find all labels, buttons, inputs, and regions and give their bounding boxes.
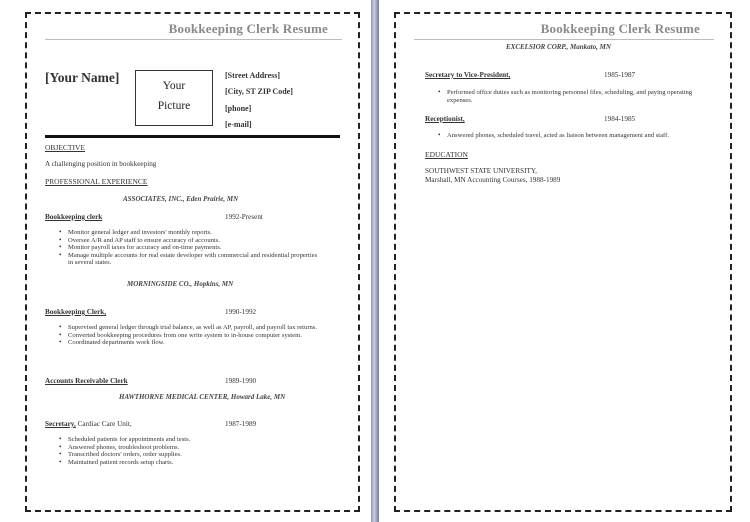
job-title-line xyxy=(45,420,132,428)
city-state-zip[interactable]: [City, ST ZIP Code] xyxy=(225,87,293,97)
experience-heading: PROFESSIONAL EXPERIENCE xyxy=(45,177,148,186)
section-rule xyxy=(45,135,340,138)
page-divider xyxy=(371,0,379,522)
list-item: • Answered phones, scheduled travel, acted as liaison between management and staff. xyxy=(436,132,726,140)
list-item: • Coordinated departments work flow. xyxy=(57,339,319,347)
header-rule xyxy=(45,39,342,40)
job-bullets xyxy=(57,229,319,267)
company-name: HAWTHORNE MEDICAL CENTER, Howard Lake, MN xyxy=(119,393,286,401)
your-name[interactable]: [Your Name] xyxy=(45,70,120,85)
job-bullets xyxy=(436,132,726,140)
list-item: • Maintained patient records setup charts. xyxy=(57,459,319,467)
picture-label-1: Your xyxy=(162,80,186,92)
job-title: Bookkeeping clerk xyxy=(45,213,103,221)
job-employer: Cardiac Care Unit, xyxy=(75,420,132,428)
job-dates: 1992-Present xyxy=(225,213,263,221)
street-address[interactable]: [Street Address] xyxy=(225,71,281,80)
job-title: Receptionist, xyxy=(425,115,465,123)
list-item: • Performed office duties such as monitoring personnel files, scheduling, and paying operating expenses. xyxy=(436,89,706,104)
email[interactable]: [e-mail] xyxy=(225,119,252,129)
job-dates: 1990-1992 xyxy=(225,308,257,316)
list-item: • Monitor payroll taxes for accuracy and on-time payments. xyxy=(57,244,319,252)
job-dates: 1985-1987 xyxy=(604,71,636,79)
resume-page-2 xyxy=(394,12,732,512)
list-item: • Manage multiple accounts for real estate developer with commercial and residential properties in several states. xyxy=(57,252,319,267)
job-title: Secretary, xyxy=(45,420,76,428)
school-detail: Marshall, MN Accounting Courses, 1988-1989 xyxy=(425,176,561,184)
list-item: • Supervised general ledger through trial balance, as well as AP, payroll, and payroll tax returns. xyxy=(57,324,319,332)
company-name: MORNINGSIDE CO., Hopkins, MN xyxy=(127,280,234,288)
education-heading: EDUCATION xyxy=(425,150,468,159)
header-title: Bookkeeping Clerk Resume xyxy=(540,21,700,36)
objective-text: A challenging position in bookkeeping xyxy=(45,160,157,168)
job-dates: 1987-1989 xyxy=(225,420,257,428)
list-item: • Transcribed doctors' orders, order supplies. xyxy=(57,451,319,459)
list-item: • Monitor general ledger and investors' monthly reports. xyxy=(57,229,319,237)
job-title: Bookkeeping Clerk, xyxy=(45,308,107,316)
job-title: Accounts Receivable Clerk xyxy=(45,377,128,385)
job-title: Secretary to Vice-President, xyxy=(425,71,511,79)
picture-label-2: Picture xyxy=(157,100,191,112)
header-title: Bookkeeping Clerk Resume xyxy=(168,21,328,36)
job-dates: 1984-1985 xyxy=(604,115,636,123)
resume-page-1 xyxy=(25,12,360,512)
school-name: SOUTHWEST STATE UNIVERSITY, xyxy=(425,167,537,175)
job-bullets xyxy=(57,436,319,466)
list-item: • Converted bookkeeping procedures from one write system to in-house computer system. xyxy=(57,332,319,340)
company-name: ASSOCIATES, INC., Eden Prairie, MN xyxy=(123,195,239,203)
picture-placeholder[interactable] xyxy=(135,70,213,126)
contact-block xyxy=(225,68,293,133)
list-item: • Oversee A/R and AP staff to ensure accuracy of accounts. xyxy=(57,237,319,245)
company-name: EXCELSIOR CORP., Mankato, MN xyxy=(506,43,611,51)
job-bullets xyxy=(436,89,706,104)
objective-heading: OBJECTIVE xyxy=(45,143,85,152)
job-bullets xyxy=(57,324,319,347)
list-item: • Answered phones, troubleshoot problems. xyxy=(57,444,319,452)
phone[interactable]: [phone] xyxy=(225,103,252,113)
job-dates: 1989-1990 xyxy=(225,377,257,385)
list-item: • Scheduled patients for appointments and tests. xyxy=(57,436,319,444)
header-rule xyxy=(414,39,714,40)
